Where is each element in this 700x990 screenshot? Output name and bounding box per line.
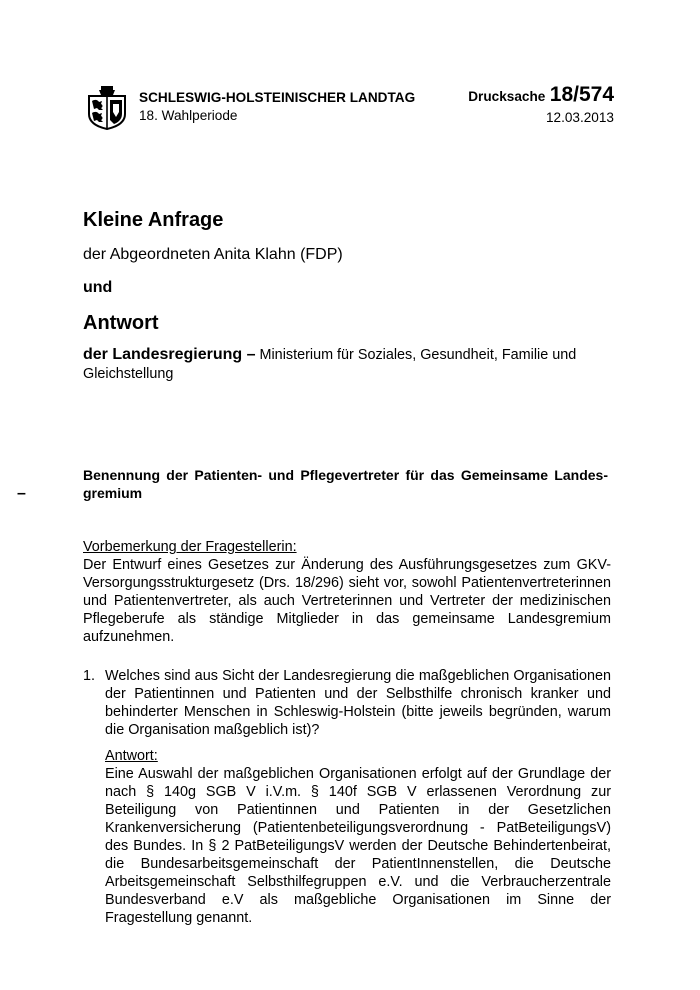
answer-heading: Antwort: (105, 748, 158, 764)
answer-title: Antwort (83, 312, 159, 334)
document-date: 12.03.2013 (545, 110, 614, 125)
drucksache-number: 18/574 (549, 83, 614, 106)
subject-heading: Benennung der Patienten- und Pflegevertreter für das Gemeinsame Landes-gremium (83, 467, 608, 501)
header-right (468, 83, 614, 127)
question-number: 1. (83, 668, 96, 684)
drucksache-label: Drucksache (468, 89, 546, 104)
answering-body-label: der Landesregierung – (83, 346, 256, 363)
parliament-name: SCHLESWIG-HOLSTEINISCHER LANDTAG (139, 90, 416, 105)
coat-of-arms-logo (86, 84, 128, 130)
electoral-period: 18. Wahlperiode (139, 108, 238, 123)
drucksache (468, 83, 614, 109)
header-left (139, 89, 415, 125)
answer-text: Eine Auswahl der maßgeblichen Organisationen erfolgt auf der Grundlage der nach § 140g SGB V i.V.m. § 140f SGB V erlassenen Verordnung zur Beteiligung von Patientinnen und Patienten in der Gesetzlichen Krankenversicherung (Patientenbeteiligungsverordnung - PatBeteiligungsV) des Bundes. In § 2 PatBeteiligungsV werden der Deutsche Behindertenbeirat, die Bundesarbeitsgemeinschaft der PatientInnenstellen, die Deutsche Arbeitsgemeinschaft Selbsthilfegruppen e.V. und die Verbraucherzentrale Bundesverband e.V als maßgebliche Organisationen im Sinne der Fragestellung genannt. (105, 766, 611, 926)
margin-mark: – (17, 485, 26, 502)
preliminary-remark-title: Vorbemerkung der Fragestellerin: (83, 539, 297, 555)
ministry-name: Ministerium für Soziales, Gesundheit, Familie und Gleichstellung (83, 347, 577, 382)
from-line: der Abgeordneten Anita Klahn (FDP) (83, 246, 343, 263)
conjunction: und (83, 279, 113, 296)
answering-body (83, 345, 603, 384)
preliminary-remark-text: Der Entwurf eines Gesetzes zur Änderung des Ausführungsgesetzes zum GKV-Versorgungsstrukturgesetz (Drs. 18/296) sieht vor, sowohl Patientenvertreterinnen und Patientenvertreter, als auch Vertreterinnen und Vertreter der medizinischen Pflegeberufe als ständige Mitglieder in das gemeinsame Landesgremium aufzunehmen. (83, 557, 611, 645)
question-text: Welches sind aus Sicht der Landesregierung die maßgeblichen Organisationen der Patientinnen und Patienten und der Selbsthilfe chronisch kranker und behinderter Menschen in Schleswig-Holstein (bitte jeweils begründen, warum die Organisation maßgeblich ist)? (105, 668, 611, 738)
document-type-title: Kleine Anfrage (83, 209, 224, 231)
